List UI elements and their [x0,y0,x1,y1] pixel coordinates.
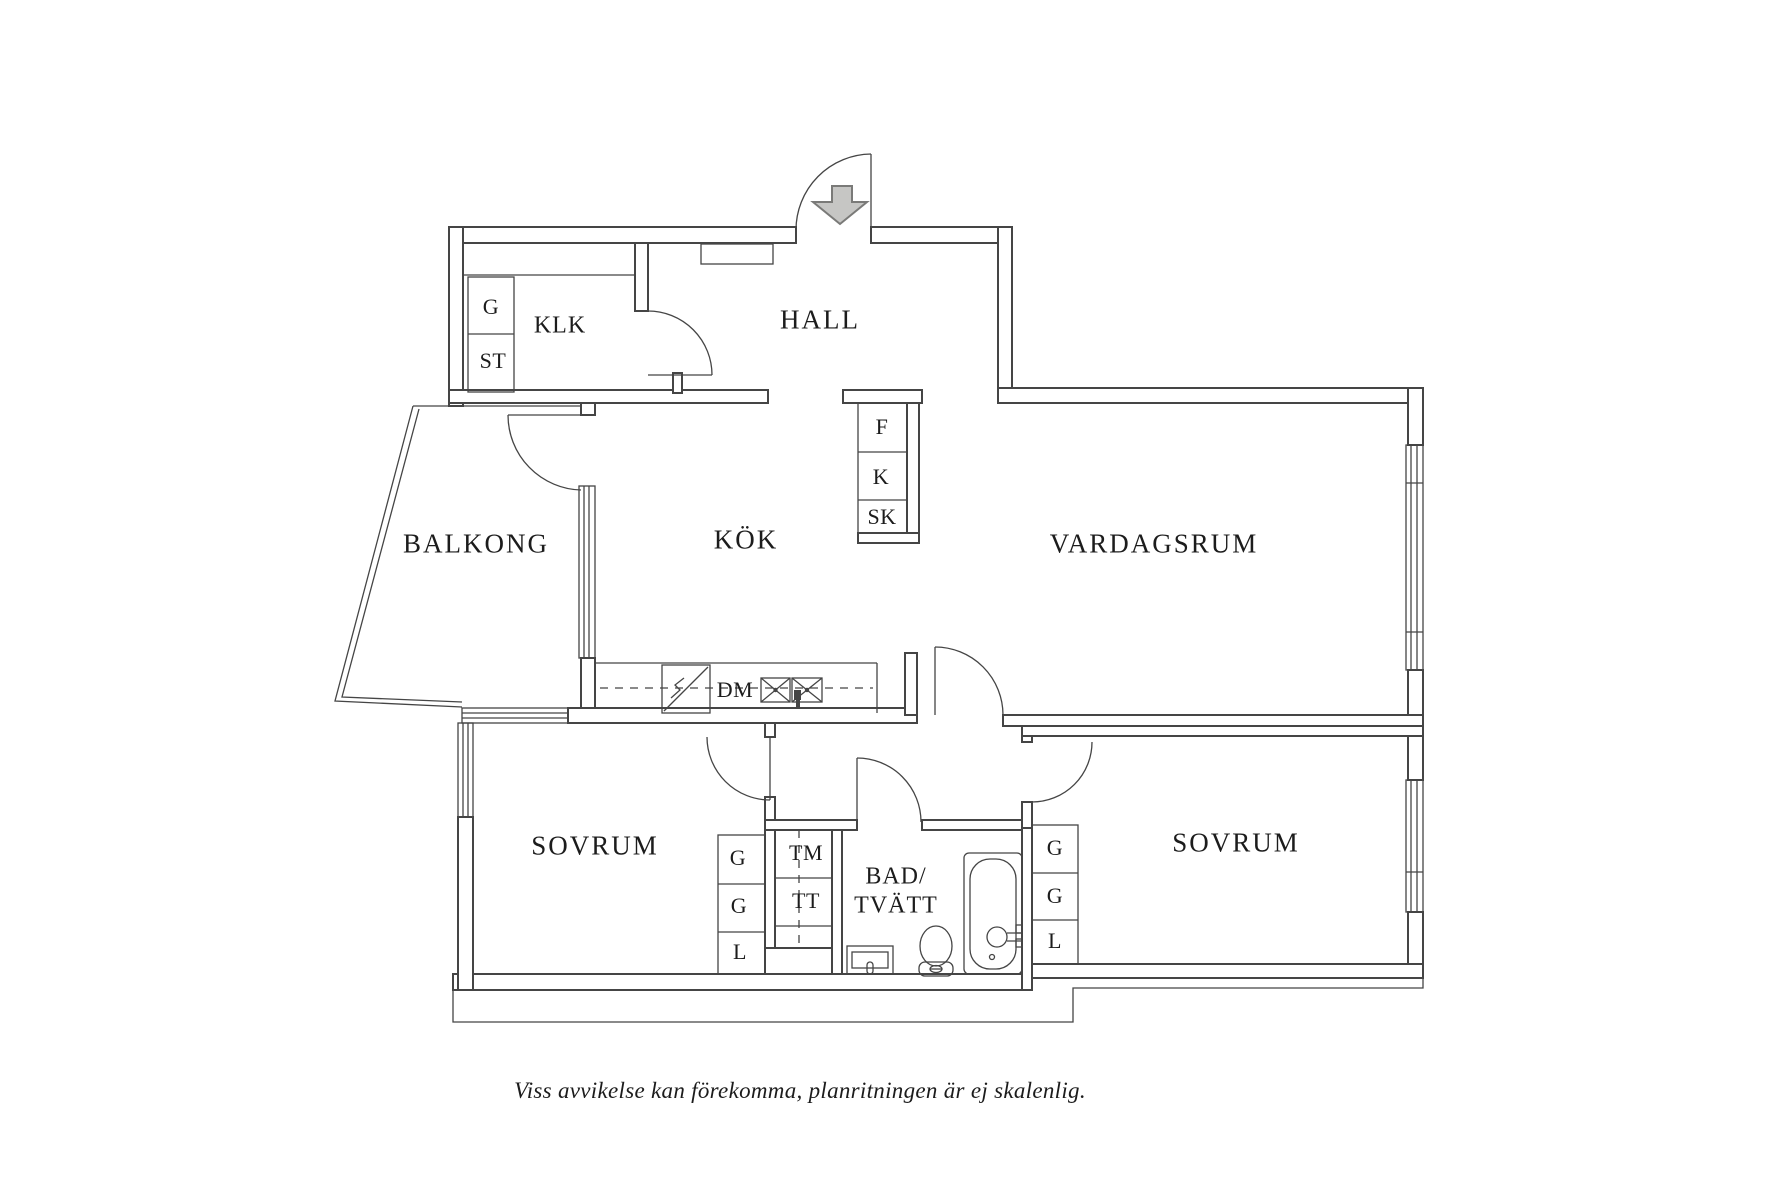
room-label-balkong: BALKONG [403,528,549,559]
room-label-sovrum-right: SOVRUM [1172,827,1300,858]
label-tm: TM [789,840,823,865]
kitchen-balcony-window [579,486,595,658]
label-right-g2: G [1046,883,1064,908]
label-k: K [872,464,890,489]
klk-door [648,311,712,375]
label-right-g1: G [1046,835,1064,860]
bedroom-right-window [1406,780,1423,912]
label-left-l: L [733,939,747,964]
label-f: F [875,414,889,439]
label-klk-st: ST [479,348,507,373]
bathroom-sink [847,946,893,974]
label-left-g1: G [729,845,747,870]
label-sk: SK [867,504,897,529]
sink-faucet-icon [794,690,801,700]
label-right-l: L [1048,928,1062,953]
room-label-sovrum-left: SOVRUM [531,830,659,861]
label-left-g2: G [730,893,748,918]
balcony-door [508,415,581,490]
toilet [919,926,953,976]
label-tt: TT [792,888,820,913]
room-label-kok: KÖK [713,524,779,555]
room-label-klk: KLK [533,312,587,339]
bedroom-left-corner-window [458,708,568,817]
coat-shelf [701,244,773,264]
bathroom-door [857,758,921,822]
label-klk-g: G [482,294,500,319]
room-label-vardagsrum: VARDAGSRUM [1049,528,1259,559]
room-label-bad-line1: BAD/ [865,863,927,890]
entrance-arrow-icon [813,186,867,224]
disclaimer-caption: Viss avvikelse kan förekomma, planritningen är ej skalenlig. [514,1078,1086,1103]
kitchen-sink [761,678,822,708]
room-label-bad-line2: TVÄTT [854,892,938,919]
kitchen-stove [662,665,710,713]
bedroom-left-door [707,737,770,800]
label-dm: DM [716,677,754,702]
bathtub [964,853,1022,974]
hall-corridor-door [935,647,1003,715]
bedroom-right-door [1032,742,1092,802]
room-label-hall: HALL [780,304,860,335]
livingroom-window [1406,445,1423,670]
